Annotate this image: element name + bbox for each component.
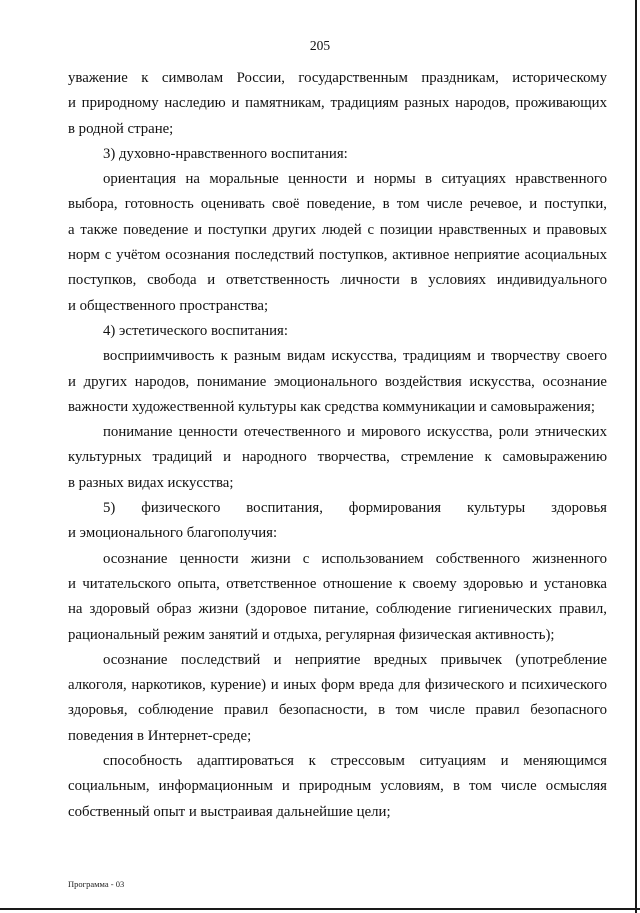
paragraph bbox=[68, 749, 607, 825]
text-line: 5) физического воспитания, формирования культуры здоровья bbox=[103, 500, 607, 517]
text-line: важности художественной культуры как средства коммуникации и самовыражения; bbox=[68, 398, 595, 415]
text-line: способность адаптироваться к стрессовым ситуациям и меняющимся bbox=[103, 753, 607, 770]
text-line: культурных традиций и народного творчества, стремление к самовыражению bbox=[68, 449, 607, 466]
text-line: здоровья, соблюдение правил безопасности, в том числе правил безопасного bbox=[68, 702, 607, 719]
text-line: и эмоционального благополучия: bbox=[68, 525, 278, 542]
text-line: понимание ценности отечественного и мирового искусства, роли этнических bbox=[103, 424, 607, 441]
text-line: поступков, свобода и ответственность личности в условиях индивидуального bbox=[68, 272, 607, 289]
text-line: и других народов, понимание эмоционального воздействия искусства, осознание bbox=[68, 373, 607, 390]
paragraph bbox=[68, 319, 607, 344]
text-line: ориентация на моральные ценности и нормы в ситуациях нравственного bbox=[103, 171, 607, 188]
text-line: социальным, информационным и природным условиям, в том числе осмысляя bbox=[68, 778, 607, 795]
page-footer: Программа - 03 bbox=[68, 879, 125, 889]
text-line: собственный опыт и выстраивая дальнейшие цели; bbox=[68, 803, 391, 820]
text-line: выбора, готовность оценивать своё поведение, в том числе речевое, и поступки, bbox=[68, 196, 607, 213]
text-line: 3) духовно-нравственного воспитания: bbox=[103, 145, 348, 162]
text-line: рациональный режим занятий и отдыха, регулярная физическая активность); bbox=[68, 626, 555, 643]
text-line: норм с учётом осознания последствий поступков, активное неприятие асоциальных bbox=[68, 247, 607, 264]
text-line: 4) эстетического воспитания: bbox=[103, 322, 288, 339]
text-line: и общественного пространства; bbox=[68, 297, 269, 314]
page-body bbox=[68, 66, 607, 825]
paragraph bbox=[68, 648, 607, 749]
text-line: на здоровый образ жизни (здоровое питание, соблюдение гигиенических правил, bbox=[68, 601, 607, 618]
paragraph bbox=[68, 496, 607, 547]
text-line: уважение к символам России, государственным праздникам, историческому bbox=[68, 70, 607, 86]
text-line: восприимчивость к разным видам искусства, традициям и творчеству своего bbox=[103, 348, 607, 365]
text-line: в родной стране; bbox=[68, 120, 174, 137]
paragraph bbox=[68, 344, 607, 420]
scan-edge-right bbox=[635, 0, 637, 913]
paragraph bbox=[68, 167, 607, 319]
paragraph bbox=[68, 547, 607, 648]
text-line: осознание последствий и неприятие вредных привычек (употребление bbox=[103, 651, 607, 668]
paragraph bbox=[68, 142, 607, 167]
paragraph bbox=[68, 66, 607, 142]
scan-edge-bottom bbox=[0, 908, 640, 910]
page-number: 205 bbox=[309, 38, 331, 53]
text-line: осознание ценности жизни с использованием собственного жизненного bbox=[103, 550, 607, 567]
text-line: а также поведение и поступки других людей с позиции нравственных и правовых bbox=[68, 221, 607, 238]
text-line: в разных видах искусства; bbox=[68, 474, 234, 491]
text-line: поведения в Интернет-среде; bbox=[68, 727, 252, 744]
text-line: и природному наследию и памятникам, традициям разных народов, проживающих bbox=[68, 95, 607, 112]
text-line: алкоголя, наркотиков, курение) и иных форм вреда для физического и психического bbox=[68, 677, 607, 694]
paragraph bbox=[68, 420, 607, 496]
text-line: и читательского опыта, ответственное отношение к своему здоровью и установка bbox=[68, 575, 607, 592]
